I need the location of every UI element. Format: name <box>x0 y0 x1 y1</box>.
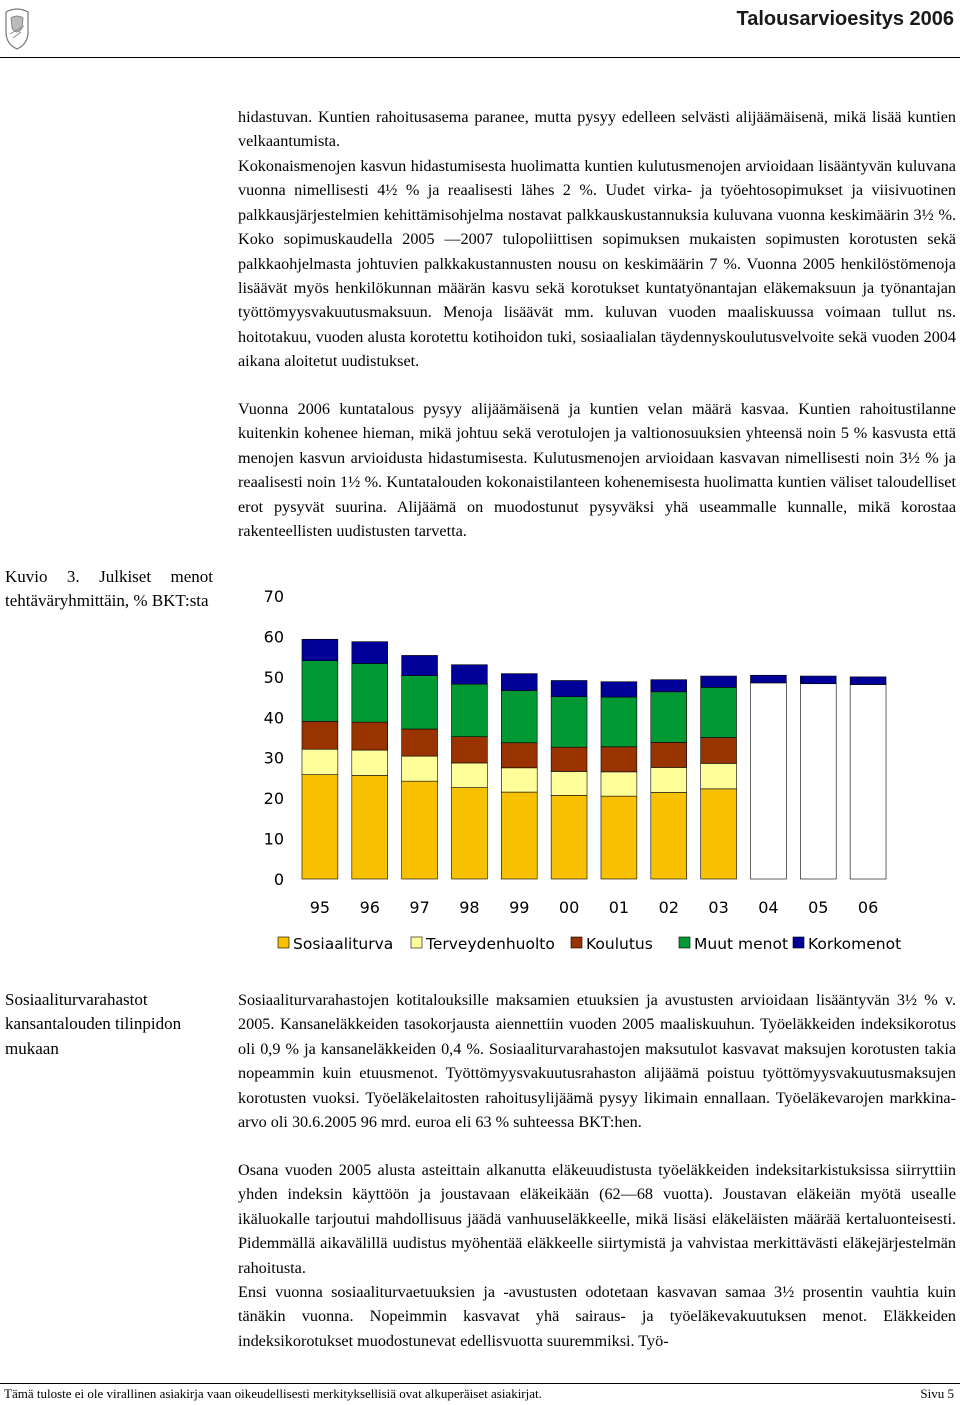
bar-total-forecast <box>850 685 886 879</box>
bar-segment-sosiaaliturva <box>352 776 388 879</box>
bar-segment-korkomenot <box>850 677 886 685</box>
section-heading-social-security: Sosiaaliturvarahastot kansantalouden tilinpidon mukaan <box>5 990 182 1058</box>
bar-total-forecast <box>800 684 836 879</box>
bar-segment-muut-menot <box>501 691 537 743</box>
bar-segment-koulutus <box>601 747 637 772</box>
bar-segment-korkomenot <box>352 642 388 664</box>
paragraph-outlook-2006: Vuonna 2006 kuntatalous pysyy alijäämäisenä ja kuntien velan määrä kasvaa. Kuntien rahoitustilanne kuitenkin kohenee hieman, mikä johtuu sekä verotulojen ja valtionosuuksien yhteensä noin 5 % kasvusta että menojen kasvun arvioidusta hidastumisesta. Kulutusmenojen arvioidaan kasvavan nimellisesti noin 3½ % ja reaalisesti noin 1½ %. Kuntatalouden kokonaistilanteen kohenemisesta huolimatta kuntien väliset taloudelliset erot pysyvät suurina. Alijäämä on muodostunut pysyväksi yhä useammalle kunnalle, mikä korostaa rakenteellisten uudistusten tarvetta. <box>238 400 956 541</box>
bar-segment-sosiaaliturva <box>402 781 438 879</box>
bar-segment-korkomenot <box>800 676 836 684</box>
x-tick-label: 96 <box>359 898 380 917</box>
figure-caption: Kuvio 3. Julkiset menot tehtäväryhmittäin, % BKT:sta <box>5 567 213 611</box>
page-number: Sivu 5 <box>920 1386 954 1401</box>
legend-swatch <box>679 937 690 948</box>
bar-segment-korkomenot <box>501 674 537 691</box>
coat-of-arms-icon <box>4 6 30 50</box>
x-tick-label: 06 <box>857 898 879 917</box>
bar-segment-korkomenot <box>551 680 587 696</box>
bar-segment-koulutus <box>302 721 338 749</box>
bar-segment-terveydenhuolto <box>551 771 587 795</box>
paragraph-intro: hidastuvan. Kuntien rahoitusasema paranee, mutta pysyy edelleen selvästi alijäämäisenä, mikä lisää kuntien velkaantumista. <box>238 108 956 151</box>
paragraph-social-security-1: Sosiaaliturvarahastojen kotitalouksille maksamien etuuksien ja avustusten arvioidaan lisääntyvän 3½ % v. 2005. Kansaneläkkeiden tasokorjausta aiennettiin vuoden 2005 maaliskuuhun. Työeläkkeiden indeksikorotus oli 0,9 % ja kansaneläkkeiden 0,4 %. Sosiaaliturvarahastojen maksutulot kasvavat maksujen korotusten takia nopeammin kuin etuusmenot. Työttömyysvakuutusrahaston alijäämä poistuu työttömyysvakuutusmaksujen korotusten vuoksi. Työeläkelaitosten rahoitusylijäämä pysyy likimain ennallaan. Työeläkevarojen markkina-arvo oli 30.6.2005 96 mrd. euroa eli 63 % suhteessa BKT:hen. <box>238 991 956 1132</box>
bar-segment-sosiaaliturva <box>451 788 487 879</box>
x-tick-label: 00 <box>558 898 580 917</box>
bar-segment-muut-menot <box>402 676 438 729</box>
legend-swatch <box>278 937 289 948</box>
x-tick-label: 98 <box>459 898 480 917</box>
bar-segment-muut-menot <box>352 664 388 723</box>
footer-disclaimer: Tämä tuloste ei ole virallinen asiakirja vaan oikeudellisesti merkityksellisiä ovat alkuperäiset asiakirjat. <box>4 1386 542 1401</box>
bar-segment-koulutus <box>701 738 737 764</box>
y-tick-label: 70 <box>263 587 284 606</box>
x-tick-label: 03 <box>708 898 729 917</box>
legend-label: Sosiaaliturva <box>293 935 394 953</box>
bar-segment-terveydenhuolto <box>601 772 637 796</box>
bar-segment-koulutus <box>551 747 587 771</box>
x-tick-label: 99 <box>509 898 530 917</box>
bar-segment-muut-menot <box>701 687 737 737</box>
paragraph-next-year: Ensi vuonna sosiaaliturvaetuuksien ja -avustusten odotetaan kasvavan samaa 3½ prosentin vauhtia kuin tänäkin vuonna. Nopeimmin kasvavat yhä sairaus- ja työeläkevakuutuksen menot. Eläkkeiden indeksikorotukset muodostunevat edellisvuotta suuremmiksi. Työ- <box>238 1283 956 1350</box>
bar-segment-koulutus <box>352 722 388 750</box>
paragraph-consumption: Kokonaismenojen kasvun hidastumisesta huolimatta kuntien kulutusmenojen arvioidaan lisääntyvän kuluvana vuonna nimellisesti 4½ % ja reaalisesti lähes 2 %. Uudet virka- ja työehtosopimukset ja viisivuotinen palkkausjärjestelmien kehittämisohjelma nostavat palkkauskustannuksia kuluvana vuonna keskimäärin 3½ %. Koko sopimuskaudella 2005 —2007 tulopoliittisen sopimuksen mukaisten sopimusten korotusten sekä palkkaohjelmasta johtuvien palkkakustannusten nousu on keskimäärin 7 %. Vuonna 2005 henkilöstömenoja lisäävät myös henkilökunnan määrän kasvu sekä korotukset kuntatyönantajan eläkemaksuun ja työnantajan työttömyysvakuutusmaksuun. Menoja lisäävät mm. kuluvan vuoden maaliskuussa voimaan tullut ns. hoitotakuu, vuoden alusta korotettu kotihoidon tuki, sosiaalialan täydennyskoulutusvelvoite sekä vuoden 2004 aikana aloitetut uudistukset. <box>238 157 956 371</box>
bar-segment-sosiaaliturva <box>501 792 537 879</box>
bar-segment-terveydenhuolto <box>302 749 338 774</box>
bar-segment-terveydenhuolto <box>451 763 487 788</box>
bar-segment-koulutus <box>501 743 537 768</box>
bar-segment-korkomenot <box>451 665 487 684</box>
paragraph-pension-reform: Osana vuoden 2005 alusta asteittain alkanutta eläkeuudistusta työeläkkeiden indeksitarkistuksissa siirryttiin yhden indeksin käyttöön ja joustavaan eläkeikään (62—68 vuotta). Joustavan eläkeiän myötä usealle ikäluokalle tarjoutui mahdollisuus jäädä vanhuuseläkkeelle, mikä lisäsi eläkeläisten määrää kertaluonteisesti. Pidemmällä aikavälillä uudistus myöhentää eläkkeelle siirtymistä ja vahvistaa merkittävästi eläkejärjestelmän rahoitusta. <box>238 1161 956 1277</box>
legend-swatch <box>793 937 804 948</box>
legend-label: Muut menot <box>694 935 789 953</box>
bar-segment-muut-menot <box>601 697 637 747</box>
bar-segment-korkomenot <box>701 676 737 687</box>
bar-segment-koulutus <box>451 737 487 763</box>
bar-segment-korkomenot <box>750 675 786 683</box>
bar-segment-terveydenhuolto <box>701 763 737 788</box>
header-rule <box>0 57 960 58</box>
bar-segment-korkomenot <box>651 680 687 692</box>
x-tick-label: 01 <box>608 898 630 917</box>
x-tick-label: 04 <box>758 898 779 917</box>
bar-segment-sosiaaliturva <box>601 796 637 879</box>
bar-segment-muut-menot <box>302 661 338 722</box>
bar-segment-muut-menot <box>551 697 587 748</box>
bar-segment-koulutus <box>651 742 687 767</box>
y-tick-label: 20 <box>263 789 284 809</box>
bar-segment-koulutus <box>402 729 438 756</box>
y-tick-label: 50 <box>263 667 284 687</box>
y-tick-label: 30 <box>263 748 284 768</box>
y-tick-label: 10 <box>263 829 284 849</box>
y-tick-label: 60 <box>263 627 284 647</box>
x-tick-label: 05 <box>808 898 829 917</box>
bar-segment-korkomenot <box>302 639 338 660</box>
legend-swatch <box>411 937 422 948</box>
legend-swatch <box>571 937 582 948</box>
x-tick-label: 97 <box>409 898 430 917</box>
bar-segment-sosiaaliturva <box>551 795 587 879</box>
y-tick-label: 40 <box>263 708 284 728</box>
footer-rule <box>0 1383 960 1384</box>
bar-total-forecast <box>750 683 786 879</box>
legend-label: Korkomenot <box>808 935 902 953</box>
bar-segment-sosiaaliturva <box>302 775 338 879</box>
bar-segment-terveydenhuolto <box>651 767 687 792</box>
y-tick-label: 0 <box>273 870 284 889</box>
bar-segment-muut-menot <box>451 684 487 737</box>
bar-segment-terveydenhuolto <box>352 750 388 775</box>
bar-segment-sosiaaliturva <box>701 789 737 879</box>
legend-label: Koulutus <box>586 935 653 953</box>
bar-segment-sosiaaliturva <box>651 792 687 879</box>
bar-segment-korkomenot <box>402 655 438 675</box>
document-title: Talousarvioesitys 2006 <box>736 8 954 30</box>
bar-segment-muut-menot <box>651 692 687 743</box>
x-tick-label: 02 <box>658 898 679 917</box>
stacked-bar-chart <box>238 583 960 960</box>
bar-segment-terveydenhuolto <box>501 768 537 792</box>
bar-segment-korkomenot <box>601 682 637 697</box>
bar-segment-terveydenhuolto <box>402 756 438 781</box>
legend-label: Terveydenhuolto <box>426 935 555 953</box>
x-tick-label: 95 <box>309 898 331 917</box>
